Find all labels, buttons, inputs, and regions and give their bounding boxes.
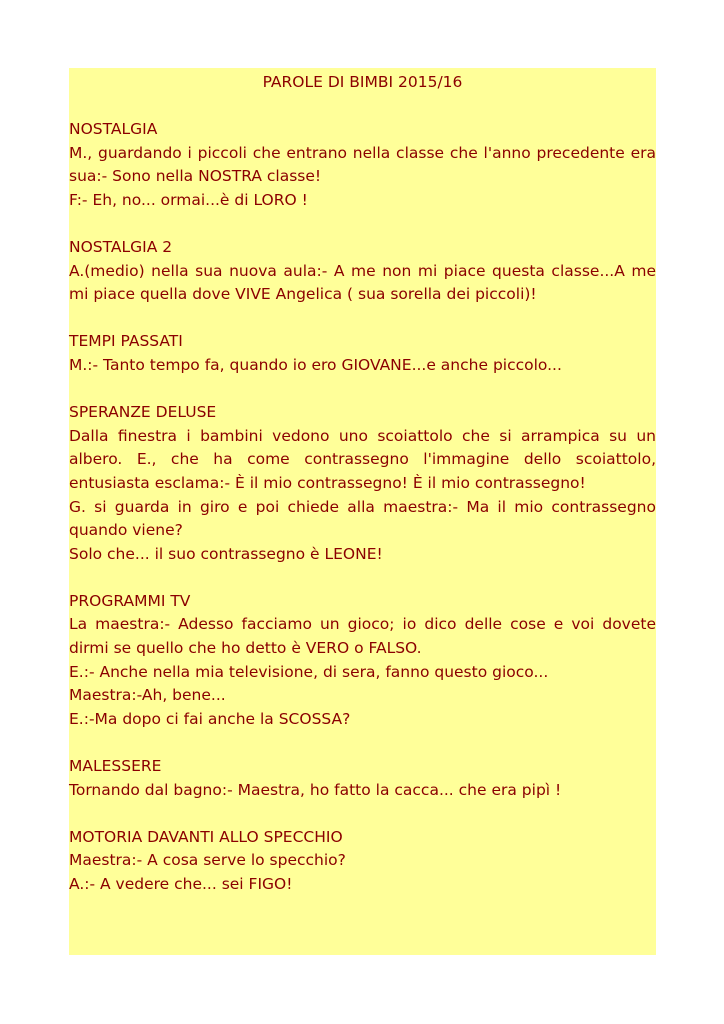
paragraph: Dalla finestra i bambini vedono uno scoiattolo che si arrampica su un albero. E., che ha come contrassegno l'immagine dello scoiattolo, entusiasta esclama:- È il mio contrassegno! È il mio contrassegno! <box>69 426 656 492</box>
section-malessere <box>69 755 656 802</box>
paragraph: Tornando dal bagno:- Maestra, ho fatto la cacca... che era pipì ! <box>69 780 562 799</box>
paragraph: M.:- Tanto tempo fa, quando io ero GIOVANE...e anche piccolo... <box>69 355 562 374</box>
paragraph: A.:- A vedere che... sei FIGO! <box>69 875 293 893</box>
document-body <box>69 118 656 920</box>
paragraph: A.(medio) nella sua nuova aula:- A me non mi piace questa classe...A me mi piace quella dove VIVE Angelica ( sua sorella dei piccoli)! <box>69 261 656 304</box>
paragraph: La maestra:- Adesso facciamo un gioco; io dico delle cose e voi dovete dirmi se quello che ho detto è VERO o FALSO. <box>69 615 656 658</box>
section-heading: MALESSERE <box>69 757 162 776</box>
document-sheet <box>69 68 656 955</box>
section-heading: MOTORIA DAVANTI ALLO SPECCHIO <box>69 827 343 846</box>
paragraph: G. si guarda in giro e poi chiede alla maestra:- Ma il mio contrassegno quando viene? <box>69 497 656 540</box>
section-heading: PROGRAMMI TV <box>69 591 191 610</box>
section-speranze-deluse <box>69 401 656 566</box>
paragraph: Solo che... il suo contrassegno è LEONE! <box>69 544 383 563</box>
section-motoria <box>69 826 656 897</box>
section-heading: NOSTALGIA <box>69 120 158 138</box>
paragraph: Maestra:-Ah, bene... <box>69 686 226 705</box>
document-title: PAROLE DI BIMBI 2015/16 <box>262 73 463 91</box>
paragraph: F:- Eh, no... ormai...è di LORO ! <box>69 190 308 209</box>
section-nostalgia <box>69 118 656 212</box>
section-programmi-tv <box>69 590 656 732</box>
paragraph: Maestra:- A cosa serve lo specchio? <box>69 851 346 870</box>
section-tempi-passati <box>69 330 656 377</box>
section-heading: TEMPI PASSATI <box>69 332 183 351</box>
section-nostalgia-2 <box>69 236 656 307</box>
paragraph: E.:-Ma dopo ci fai anche la SCOSSA? <box>69 709 351 728</box>
section-heading: SPERANZE DELUSE <box>69 403 217 422</box>
paragraph: E.:- Anche nella mia televisione, di sera, fanno questo gioco... <box>69 662 549 681</box>
section-heading: NOSTALGIA 2 <box>69 237 173 256</box>
paragraph: M., guardando i piccoli che entrano nella classe che l'anno precedente era sua:- Sono nella NOSTRA classe! <box>69 143 656 186</box>
